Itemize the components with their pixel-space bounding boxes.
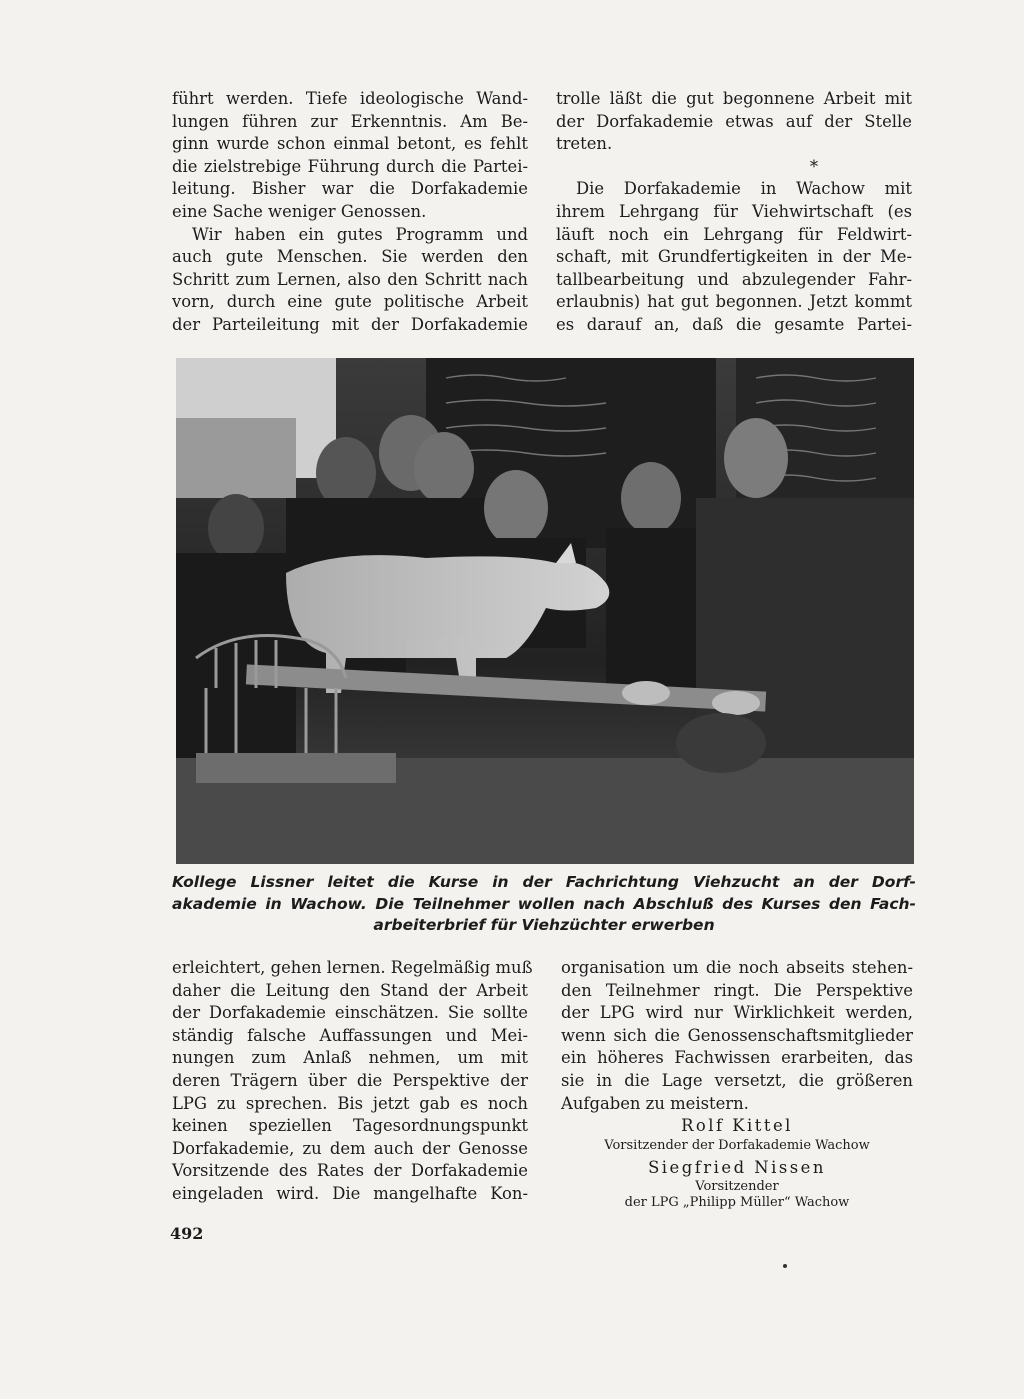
text-line: auch gute Menschen. Sie werden den: [172, 247, 528, 267]
text-line: erlaubnis) hat gut begonnen. Jetzt kommt: [556, 292, 912, 312]
text-line: ein höheres Fachwissen erarbeiten, das: [561, 1048, 913, 1068]
text-line: den Teilnehmer ringt. Die Perspektive: [561, 980, 913, 1000]
text-line: Vorsitzende des Rates der Dorfakademie: [172, 1161, 528, 1181]
signature-name: Siegfried Nissen: [648, 1157, 826, 1177]
text-column-top-left: [172, 88, 528, 337]
text-column-bottom-right: [561, 957, 913, 1211]
text-line: ihrem Lehrgang für Viehwirtschaft (es: [556, 201, 912, 221]
signature-role: der LPG „Philipp Müller“ Wachow: [624, 1195, 850, 1211]
text-line: Aufgaben zu meistern.: [561, 1093, 749, 1113]
text-line: führt werden. Tiefe ideologische Wand-: [172, 89, 528, 108]
caption-line: arbeiterbrief für Viehzüchter erwerben: [373, 916, 715, 934]
text-line: organisation um die noch abseits stehen-: [561, 958, 913, 977]
text-line: nungen zum Anlaß nehmen, um mit: [172, 1048, 528, 1068]
text-line: trolle läßt die gut begonnene Arbeit mit: [556, 89, 912, 108]
text-line: schaft, mit Grundfertigkeiten in der Me-: [556, 247, 912, 267]
caption-line: Kollege Lissner leitet die Kurse in der Fachrichtung Viehzucht an der Dorf-: [172, 873, 916, 891]
text-line: Dorfakademie, zu dem auch der Genosse: [172, 1138, 528, 1158]
text-line: ständig falsche Auffassungen und Mei-: [172, 1025, 528, 1045]
text-line: eine Sache weniger Genossen.: [172, 201, 427, 221]
text-line: vorn, durch eine gute politische Arbeit: [172, 292, 528, 312]
text-line: die zielstrebige Führung durch die Partei-: [172, 156, 528, 176]
text-line: lungen führen zur Erkenntnis. Am Be-: [172, 111, 528, 131]
text-line: es darauf an, daß die gesamte Partei-: [556, 314, 912, 334]
text-line: erleichtert, gehen lernen. Regelmäßig muß: [172, 958, 533, 977]
signature-role: Vorsitzender: [695, 1179, 779, 1195]
text-line: leitung. Bisher war die Dorfakademie: [172, 179, 528, 199]
text-line: der Dorfakademie einschätzen. Sie sollte: [172, 1003, 528, 1023]
text-line: der Dorfakademie etwas auf der Stelle: [556, 111, 912, 131]
text-line: der Parteileitung mit der Dorfakademie: [172, 314, 528, 334]
photograph: [176, 358, 914, 864]
section-separator: *: [809, 156, 819, 176]
ink-dot: [783, 1264, 787, 1268]
text-line: LPG zu sprechen. Bis jetzt gab es noch: [172, 1093, 528, 1113]
text-column-bottom-left: [172, 957, 533, 1206]
text-line: der LPG wird nur Wirklichkeit werden,: [561, 1003, 913, 1023]
text-line: ginn wurde schon einmal betont, es fehlt: [172, 134, 528, 154]
text-line: keinen speziellen Tagesordnungspunkt: [172, 1116, 528, 1136]
page-number: 492: [170, 1224, 204, 1243]
text-column-top-right: [556, 88, 912, 337]
text-line: tallbearbeitung und abzulegender Fahr-: [556, 269, 912, 289]
text-line: treten.: [556, 134, 613, 154]
caption-line: akademie in Wachow. Die Teilnehmer wollen nach Abschluß des Kurses den Fach-: [172, 894, 916, 913]
text-line: deren Trägern über die Perspektive der: [172, 1070, 528, 1090]
signature-name: Rolf Kittel: [681, 1116, 793, 1136]
text-line: Die Dorfakademie in Wachow mit: [576, 179, 912, 199]
text-line: läuft noch ein Lehrgang für Feldwirt-: [556, 224, 912, 244]
photo-illustration: [176, 358, 914, 864]
text-line: wenn sich die Genossenschaftsmitglieder: [561, 1025, 913, 1045]
text-line: Wir haben ein gutes Programm und: [192, 224, 528, 244]
photo-caption: [172, 872, 916, 937]
text-line: daher die Leitung den Stand der Arbeit: [172, 980, 528, 1000]
text-line: eingeladen wird. Die mangelhafte Kon-: [172, 1183, 528, 1203]
text-line: Schritt zum Lernen, also den Schritt nach: [172, 269, 528, 289]
text-line: sie in die Lage versetzt, die größeren: [561, 1070, 913, 1090]
signature-role: Vorsitzender der Dorfakademie Wachow: [604, 1137, 870, 1153]
